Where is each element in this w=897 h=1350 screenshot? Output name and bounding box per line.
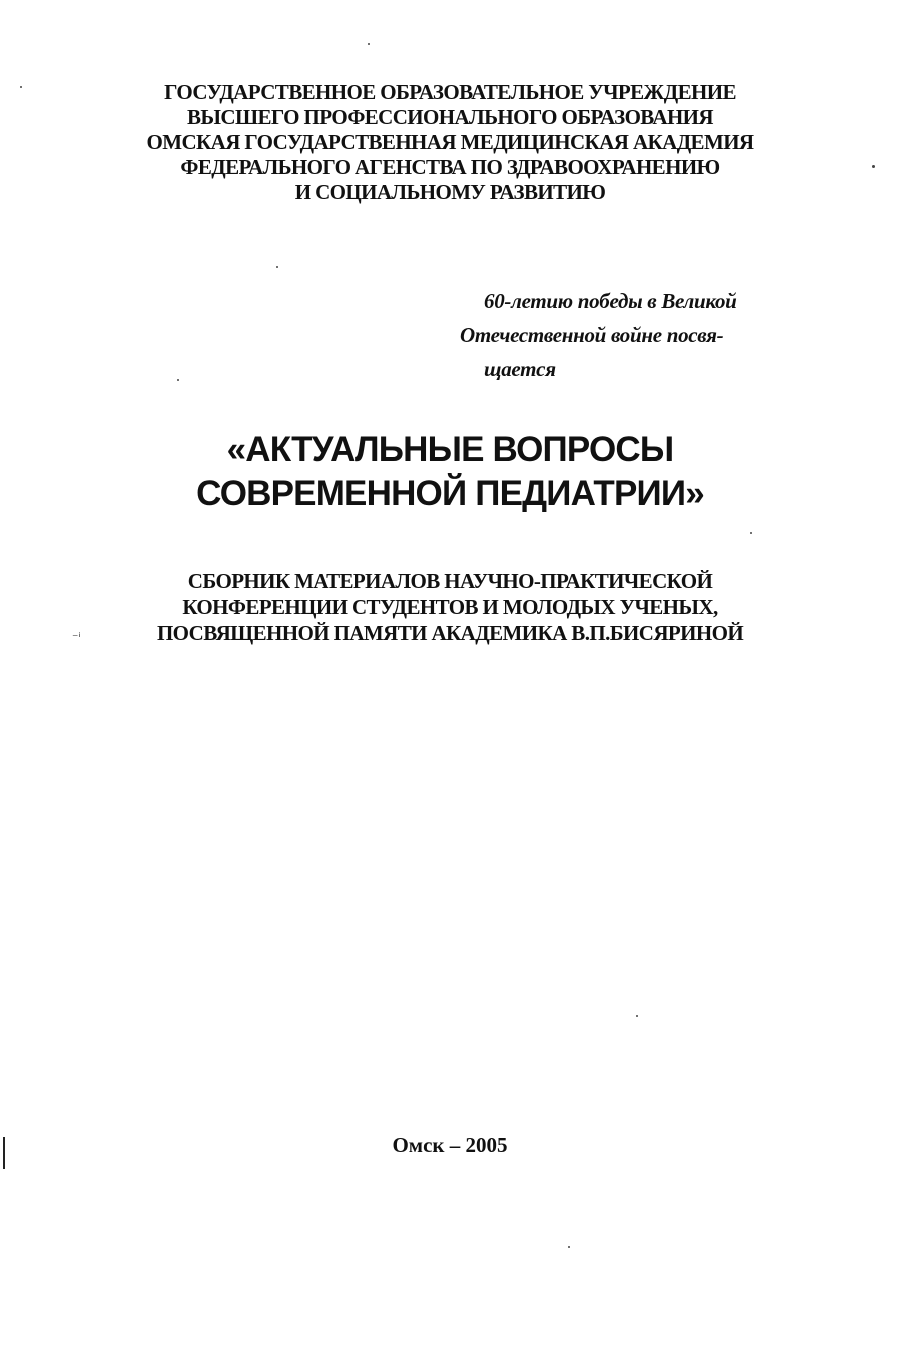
title-line: СОВРЕМЕННОЙ ПЕДИАТРИИ» (196, 474, 704, 513)
scan-speck (368, 43, 370, 45)
scan-speck (750, 532, 752, 534)
dedication-line: 60-летию победы в Великой (484, 289, 737, 313)
dedication-line: щается (484, 357, 556, 381)
scan-margin-mark: ⁻ⁱ (72, 630, 81, 644)
institution-line: И СОЦИАЛЬНОМУ РАЗВИТИЮ (294, 180, 606, 204)
scan-speck (872, 165, 875, 168)
subtitle-line: СБОРНИК МАТЕРИАЛОВ НАУЧНО-ПРАКТИЧЕСКОЙ (187, 569, 713, 593)
institution-line: ФЕДЕРАЛЬНОГО АГЕНСТВА ПО ЗДРАВООХРАНЕНИЮ (180, 155, 720, 179)
scan-speck (276, 266, 278, 268)
document-title (40, 428, 860, 516)
institution-line: ОМСКАЯ ГОСУДАРСТВЕННАЯ МЕДИЦИНСКАЯ АКАДЕМИЯ (146, 130, 754, 154)
dedication-line: Отечественной войне посвя- (460, 323, 724, 347)
institution-header (60, 80, 840, 205)
scan-speck (568, 1246, 570, 1248)
title-line: «АКТУАЛЬНЫЕ ВОПРОСЫ (226, 430, 674, 469)
scan-edge-mark (3, 1137, 5, 1169)
scan-speck (636, 1015, 638, 1017)
institution-line: ВЫСШЕГО ПРОФЕССИОНАЛЬНОГО ОБРАЗОВАНИЯ (187, 105, 713, 129)
scan-speck (177, 379, 179, 381)
subtitle-line: КОНФЕРЕНЦИИ СТУДЕНТОВ И МОЛОДЫХ УЧЕНЫХ, (182, 595, 718, 619)
dedication-epigraph (460, 284, 840, 386)
institution-line: ГОСУДАРСТВЕННОЕ ОБРАЗОВАТЕЛЬНОЕ УЧРЕЖДЕНИЕ (164, 80, 736, 104)
place-and-year: Омск – 2005 (392, 1133, 508, 1157)
subtitle-line: ПОСВЯЩЕННОЙ ПАМЯТИ АКАДЕМИКА В.П.БИСЯРИНОЙ (156, 621, 744, 645)
scan-speck (20, 86, 22, 88)
document-subtitle (60, 568, 840, 646)
